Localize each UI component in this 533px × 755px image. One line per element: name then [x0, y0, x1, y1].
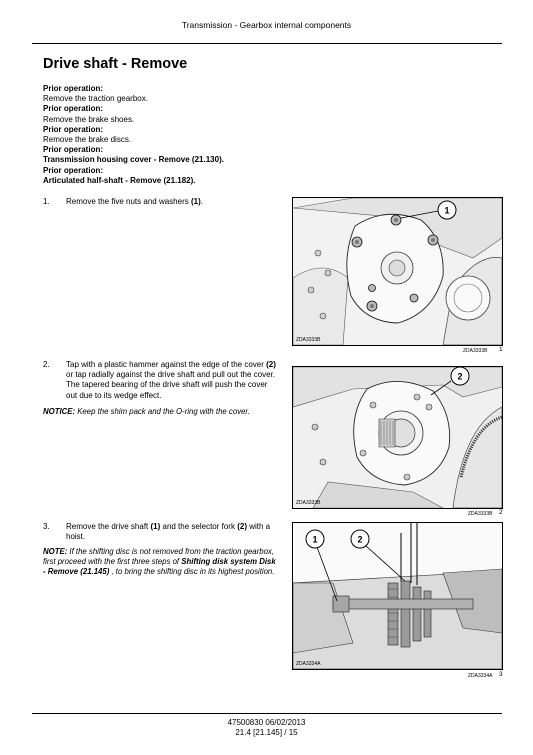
running-header: Transmission - Gearbox internal components: [181, 20, 352, 30]
prior-operation-label: Prior operation:: [43, 124, 104, 134]
figure-1: [292, 197, 503, 346]
figure-caption-id: ZDA3333B: [463, 348, 488, 354]
figure-id: ZDA3333B: [296, 337, 321, 343]
step-2-notice: NOTICE: Keep the shim pack and the O-ring with the cover.: [43, 407, 250, 416]
step-number: 2.: [43, 360, 50, 369]
callout-label: 2: [457, 371, 463, 382]
prior-operations: [43, 84, 343, 186]
header-rule: [32, 43, 502, 44]
step-text: Remove the five nuts and washers (1).: [66, 197, 203, 206]
prior-operation-text: Remove the brake shoes.: [43, 114, 135, 124]
figure-id: ZDA3333B: [296, 500, 321, 506]
figure-3: [292, 522, 503, 670]
figure-2-illustration: [293, 367, 502, 508]
figure-number: 2: [499, 509, 503, 516]
figure-number: 1: [499, 346, 503, 353]
step-3: [43, 522, 276, 542]
callout-label: 2: [357, 534, 363, 545]
step-3-note: NOTE: If the shifting disc is not removed from the traction gearbox, first proceed with the first three steps of Shifting disk system Disk - Remove (21.145) , to bring the shifting disc in its highest position.: [43, 547, 276, 576]
prior-operation-label: Prior operation:: [43, 145, 104, 155]
figure-id: ZDA3334A: [296, 661, 321, 667]
figure-2: [292, 366, 503, 509]
callout-label: 1: [312, 534, 318, 545]
callout-label: 1: [444, 205, 450, 216]
figure-caption-id: ZDA3333B: [468, 511, 493, 517]
prior-operation-label: Prior operation:: [43, 165, 104, 175]
figure-1-illustration: [293, 198, 502, 345]
prior-operation-text: Remove the traction gearbox.: [43, 94, 148, 104]
footer-rule: [32, 713, 502, 714]
page-title: Drive shaft - Remove: [43, 56, 188, 72]
prior-operation-link[interactable]: Articulated half-shaft - Remove (21.182).: [43, 175, 196, 185]
figure-3-illustration: [293, 523, 502, 669]
prior-operation-label: Prior operation:: [43, 104, 104, 114]
footer-page-number: 21.4 [21.145] / 15: [235, 728, 298, 737]
prior-operation-text: Remove the brake discs.: [43, 135, 132, 145]
step-1: [43, 197, 276, 207]
step-text: Remove the drive shaft (1) and the selector fork (2) with a hoist.: [66, 522, 271, 542]
step-number: 1.: [43, 197, 50, 206]
prior-operation-label: Prior operation:: [43, 84, 104, 93]
figure-caption-id: ZDA3334A: [468, 673, 493, 679]
step-number: 3.: [43, 522, 50, 531]
step-2: [43, 360, 276, 401]
figure-number: 3: [499, 671, 503, 678]
footer-doc-id: 47500830 06/02/2013: [227, 718, 306, 727]
prior-operation-link[interactable]: Transmission housing cover - Remove (21.130).: [43, 155, 224, 165]
step-text: Tap with a plastic hammer against the edge of the cover (2) or tap radially against the drive shaft and pull out the cover. The tapered bearing of the drive shaft will push the cover out due to its wedge effect.: [66, 360, 276, 400]
